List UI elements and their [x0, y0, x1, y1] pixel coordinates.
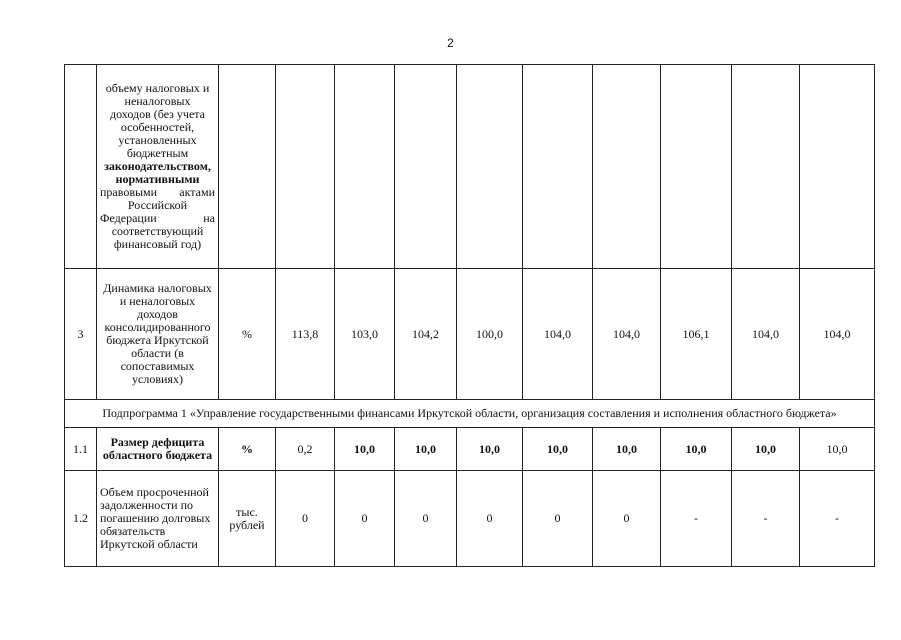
table-row — [65, 471, 875, 567]
value-cell — [335, 65, 395, 269]
unit-cell — [219, 65, 276, 269]
value-cell: 104,0 — [523, 269, 593, 400]
value-cell: 104,2 — [395, 269, 457, 400]
value-cell: 10,0 — [335, 428, 395, 471]
subprogram-row — [65, 400, 875, 428]
value-cell — [732, 65, 800, 269]
row-number: 1.2 — [65, 471, 97, 567]
value-cell: 104,0 — [593, 269, 661, 400]
value-cell: - — [800, 471, 875, 567]
page-number: 2 — [447, 36, 454, 50]
value-cell: 113,8 — [276, 269, 335, 400]
value-cell — [661, 65, 732, 269]
value-cell — [523, 65, 593, 269]
value-cell — [457, 65, 523, 269]
value-cell: 10,0 — [523, 428, 593, 471]
row-number: 1.1 — [65, 428, 97, 471]
indicators-table — [64, 64, 875, 567]
value-cell: 10,0 — [593, 428, 661, 471]
value-cell: 0 — [335, 471, 395, 567]
value-cell: 10,0 — [457, 428, 523, 471]
value-cell: 10,0 — [800, 428, 875, 471]
indicator-line: доходов (без учета — [109, 107, 205, 121]
indicator-line: объему налоговых и — [105, 81, 210, 95]
value-cell: 10,0 — [732, 428, 800, 471]
unit-cell: % — [219, 428, 276, 471]
value-cell — [800, 65, 875, 269]
table-row — [65, 269, 875, 400]
value-cell: 0 — [457, 471, 523, 567]
indicator-cell — [97, 65, 219, 269]
indicator-line: соответствующий — [111, 224, 204, 238]
value-cell: 104,0 — [732, 269, 800, 400]
row-number — [65, 65, 97, 269]
subprogram-title: Подпрограмма 1 «Управление государственными финансами Иркутской области, организация составления и исполнения областного бюджета» — [65, 400, 875, 428]
value-cell: 0 — [523, 471, 593, 567]
unit-cell: тыс. рублей — [219, 471, 276, 567]
value-cell: 0,2 — [276, 428, 335, 471]
value-cell: 103,0 — [335, 269, 395, 400]
value-cell: 0 — [593, 471, 661, 567]
value-cell: 106,1 — [661, 269, 732, 400]
value-cell — [276, 65, 335, 269]
indicator-line: финансовый год) — [113, 237, 202, 251]
indicator-line: законодательством, — [104, 159, 211, 173]
indicator-line: Федерации на — [100, 211, 215, 225]
indicator-line: установленных — [118, 133, 197, 147]
value-cell: 10,0 — [661, 428, 732, 471]
value-cell — [395, 65, 457, 269]
value-cell: 0 — [276, 471, 335, 567]
value-cell — [593, 65, 661, 269]
value-cell: 100,0 — [457, 269, 523, 400]
indicator-line: правовыми актами — [100, 185, 215, 199]
indicator-line: нормативными — [115, 172, 200, 186]
table-row — [65, 65, 875, 269]
indicator-line: неналоговых — [124, 94, 191, 108]
indicator-line: Российской — [127, 198, 188, 212]
indicator-line: бюджетным — [126, 146, 189, 160]
indicator-cell: Динамика налоговых и неналоговых доходов консолидированного бюджета Иркутской области (в сопоставимых условиях) — [97, 269, 219, 400]
value-cell: 0 — [395, 471, 457, 567]
indicator-line: особенностей, — [120, 120, 195, 134]
table-row — [65, 428, 875, 471]
row-number: 3 — [65, 269, 97, 400]
indicator-cell: Размер дефицита областного бюджета — [97, 428, 219, 471]
indicator-cell — [97, 471, 219, 567]
unit-cell: % — [219, 269, 276, 400]
value-cell: 10,0 — [395, 428, 457, 471]
value-cell: - — [732, 471, 800, 567]
value-cell: 104,0 — [800, 269, 875, 400]
indicator-text: Объем просроченной задолженности по погашению долговых обязательств Иркутской области — [100, 485, 211, 551]
value-cell: - — [661, 471, 732, 567]
